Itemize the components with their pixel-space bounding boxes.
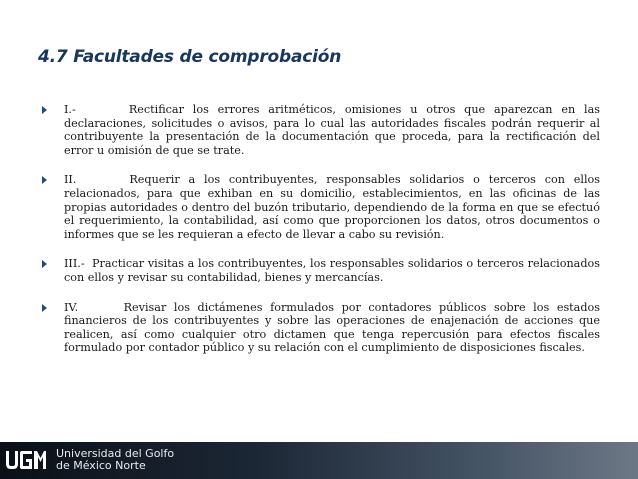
university-name-line-2: de México Norte: [56, 459, 146, 472]
university-name-line-1: Universidad del Golfo: [56, 447, 175, 460]
slide-title: 4.7 Facultades de comprobación: [38, 47, 342, 67]
bullet-text: II. Requerir a los contribuyentes, responsables solidarios o terceros con ellos relacionados, para que exhiban en su domicilio, establecimientos, en las oficinas de las propias autoridades o dentro del buzón tributario, dependiendo de la forma en que se efectuó el requerimiento, la contabilidad, así como que proporcionen los datos, otros documentos o informes que se les requieran a efecto de llevar a cabo su revisión.: [64, 173, 604, 241]
university-logo: [5, 449, 47, 471]
bullet-text: I.- Rectificar los errores aritméticos, omisiones u otros que aparezcan en las declaraciones, solicitudes o avisos, para lo cual las autoridades fiscales podrán requerir al contribuyente la presentación de la documentación que proceda, para la rectificación del error u omisión de que se trate.: [64, 103, 604, 157]
bullet-item-2: [38, 173, 604, 241]
bullet-list: [38, 103, 604, 371]
bullet-arrow-icon: [42, 176, 47, 184]
bullet-arrow-icon: [42, 260, 47, 268]
bullet-item-1: [38, 103, 604, 157]
bullet-item-4: [38, 300, 604, 355]
footer-bar: [0, 442, 638, 479]
bullet-arrow-icon: [42, 304, 47, 312]
bullet-item-3: [38, 257, 604, 284]
bullet-arrow-icon: [42, 106, 47, 114]
university-name: [56, 448, 174, 472]
bullet-text: IV. Revisar los dictámenes formulados por contadores públicos sobre los estados financieros de los contribuyentes y sobre las operaciones de enajenación de acciones que realicen, así como cualquier otro dictamen que tenga repercusión para efectos fiscales formulado por contador público y su relación con el cumplimiento de disposiciones fiscales.: [64, 300, 604, 355]
bullet-text: III.- Practicar visitas a los contribuyentes, los responsables solidarios o terceros relacionados con ellos y revisar su contabilidad, bienes y mercancías.: [64, 257, 604, 284]
